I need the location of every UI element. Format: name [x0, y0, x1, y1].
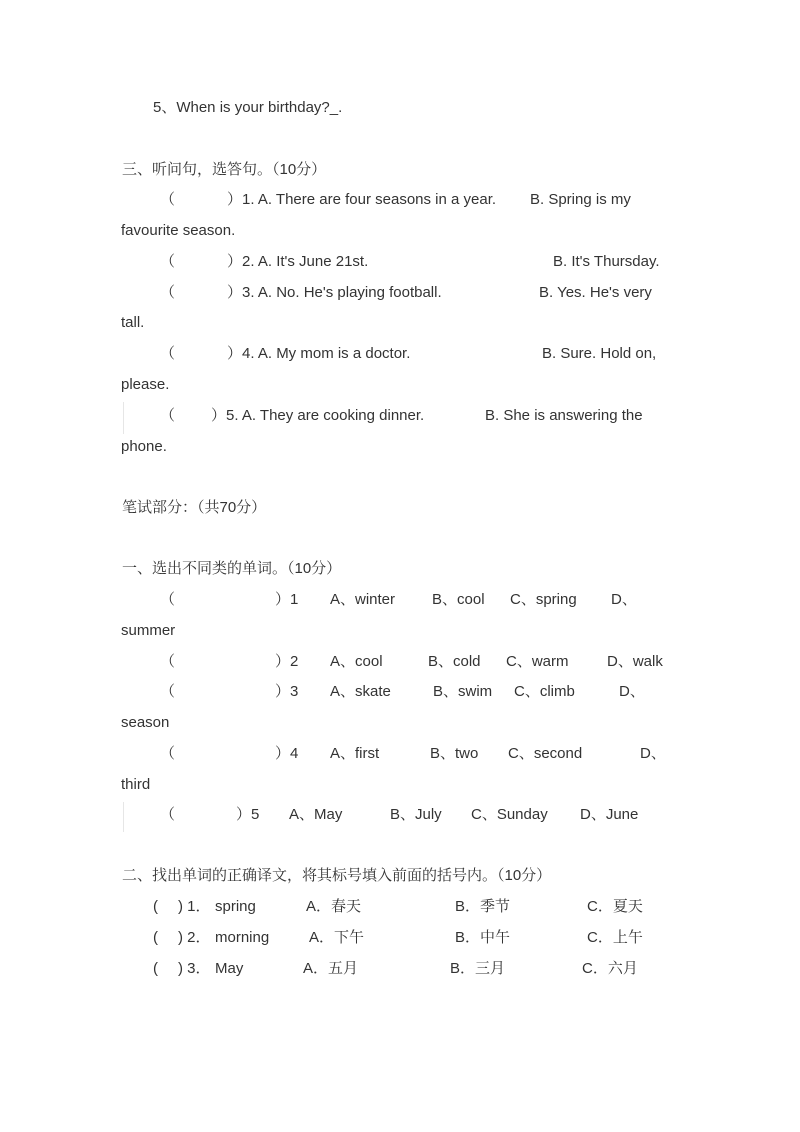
option-b: B. Spring is my: [530, 191, 631, 208]
left-margin-rule: [123, 802, 124, 832]
option-a: ）2. A. It's June 21st.: [227, 253, 369, 270]
question-number: ）1: [275, 591, 299, 608]
option-a: A、skate: [330, 683, 391, 700]
option-d: D、walk: [607, 653, 663, 670]
answer-bracket[interactable]: （: [160, 191, 176, 208]
question-number: ) 2．: [178, 929, 211, 946]
option-a: A．下午: [309, 929, 365, 946]
option-c: C．六月: [582, 960, 638, 977]
option-d: D、: [611, 591, 637, 608]
option-b: B. Sure. Hold on,: [542, 345, 657, 362]
section-heading: 一、选出不同类的单词。（10分）: [122, 560, 342, 577]
option-a: A、cool: [330, 653, 383, 670]
answer-bracket[interactable]: （: [160, 591, 176, 608]
answer-bracket[interactable]: （: [160, 745, 176, 762]
option-c: C．上午: [587, 929, 643, 946]
option-a: A、May: [289, 806, 343, 823]
option-b: B、July: [390, 806, 442, 823]
option-continuation: favourite season.: [121, 222, 236, 239]
option-b: B．季节: [455, 898, 511, 915]
option-a: A．春天: [306, 898, 362, 915]
question-number: ）4: [275, 745, 299, 762]
option-d: D、: [640, 745, 666, 762]
option-c: C、spring: [510, 591, 577, 608]
option-b: B、cold: [428, 653, 481, 670]
question-word: May: [215, 960, 244, 977]
section-heading: 三、听问句，选答句。（10分）: [122, 161, 327, 178]
option-b: B．中午: [455, 929, 511, 946]
answer-bracket[interactable]: （: [160, 407, 176, 424]
option-a: ）3. A. No. He's playing football.: [227, 284, 442, 301]
option-continuation: please.: [121, 376, 170, 393]
option-b: B. It's Thursday.: [553, 253, 660, 270]
option-a: ）1. A. There are four seasons in a year.: [227, 191, 497, 208]
listening-question-5: 5、When is your birthday?_.: [153, 99, 343, 116]
option-b: B. Yes. He's very: [539, 284, 652, 301]
question-number: ) 3．: [178, 960, 211, 977]
answer-bracket[interactable]: (: [153, 960, 158, 977]
option-a: A、winter: [330, 591, 396, 608]
question-word: morning: [215, 929, 270, 946]
option-d: D、June: [580, 806, 639, 823]
option-c: C．夏天: [587, 898, 643, 915]
question-number: ) 1．: [178, 898, 211, 915]
option-a: A．五月: [303, 960, 359, 977]
question-number: ）5: [236, 806, 260, 823]
answer-bracket[interactable]: （: [160, 806, 176, 823]
left-margin-rule: [123, 402, 124, 434]
answer-bracket[interactable]: (: [153, 929, 158, 946]
option-continuation: third: [121, 776, 151, 793]
answer-bracket[interactable]: （: [160, 284, 176, 301]
option-d: D、: [619, 683, 645, 700]
option-b: B、cool: [432, 591, 485, 608]
option-c: C、Sunday: [471, 806, 548, 823]
option-c: C、second: [508, 745, 583, 762]
answer-bracket[interactable]: （: [160, 653, 176, 670]
option-a: ）5. A. They are cooking dinner.: [211, 407, 425, 424]
question-word: spring: [215, 898, 256, 915]
option-b: B、swim: [433, 683, 493, 700]
answer-bracket[interactable]: （: [160, 345, 176, 362]
question-number: ）3: [275, 683, 299, 700]
option-c: C、climb: [514, 683, 575, 700]
section-heading: 二、找出单词的正确译文，将其标号填入前面的括号内。（10分）: [122, 867, 552, 884]
option-continuation: summer: [121, 622, 176, 639]
question-number: ）2: [275, 653, 299, 670]
option-continuation: phone.: [121, 438, 167, 455]
option-continuation: season: [121, 714, 170, 731]
option-a: A、first: [330, 745, 380, 762]
option-b: B、two: [430, 745, 479, 762]
option-b: B．三月: [450, 960, 506, 977]
part-heading: 笔试部分：（共70分）: [122, 499, 267, 516]
answer-bracket[interactable]: （: [160, 683, 176, 700]
option-c: C、warm: [506, 653, 569, 670]
answer-bracket[interactable]: (: [153, 898, 158, 915]
option-b: B. She is answering the: [485, 407, 643, 424]
option-continuation: tall.: [121, 314, 145, 331]
option-a: ）4. A. My mom is a doctor.: [227, 345, 411, 362]
answer-bracket[interactable]: （: [160, 253, 176, 270]
